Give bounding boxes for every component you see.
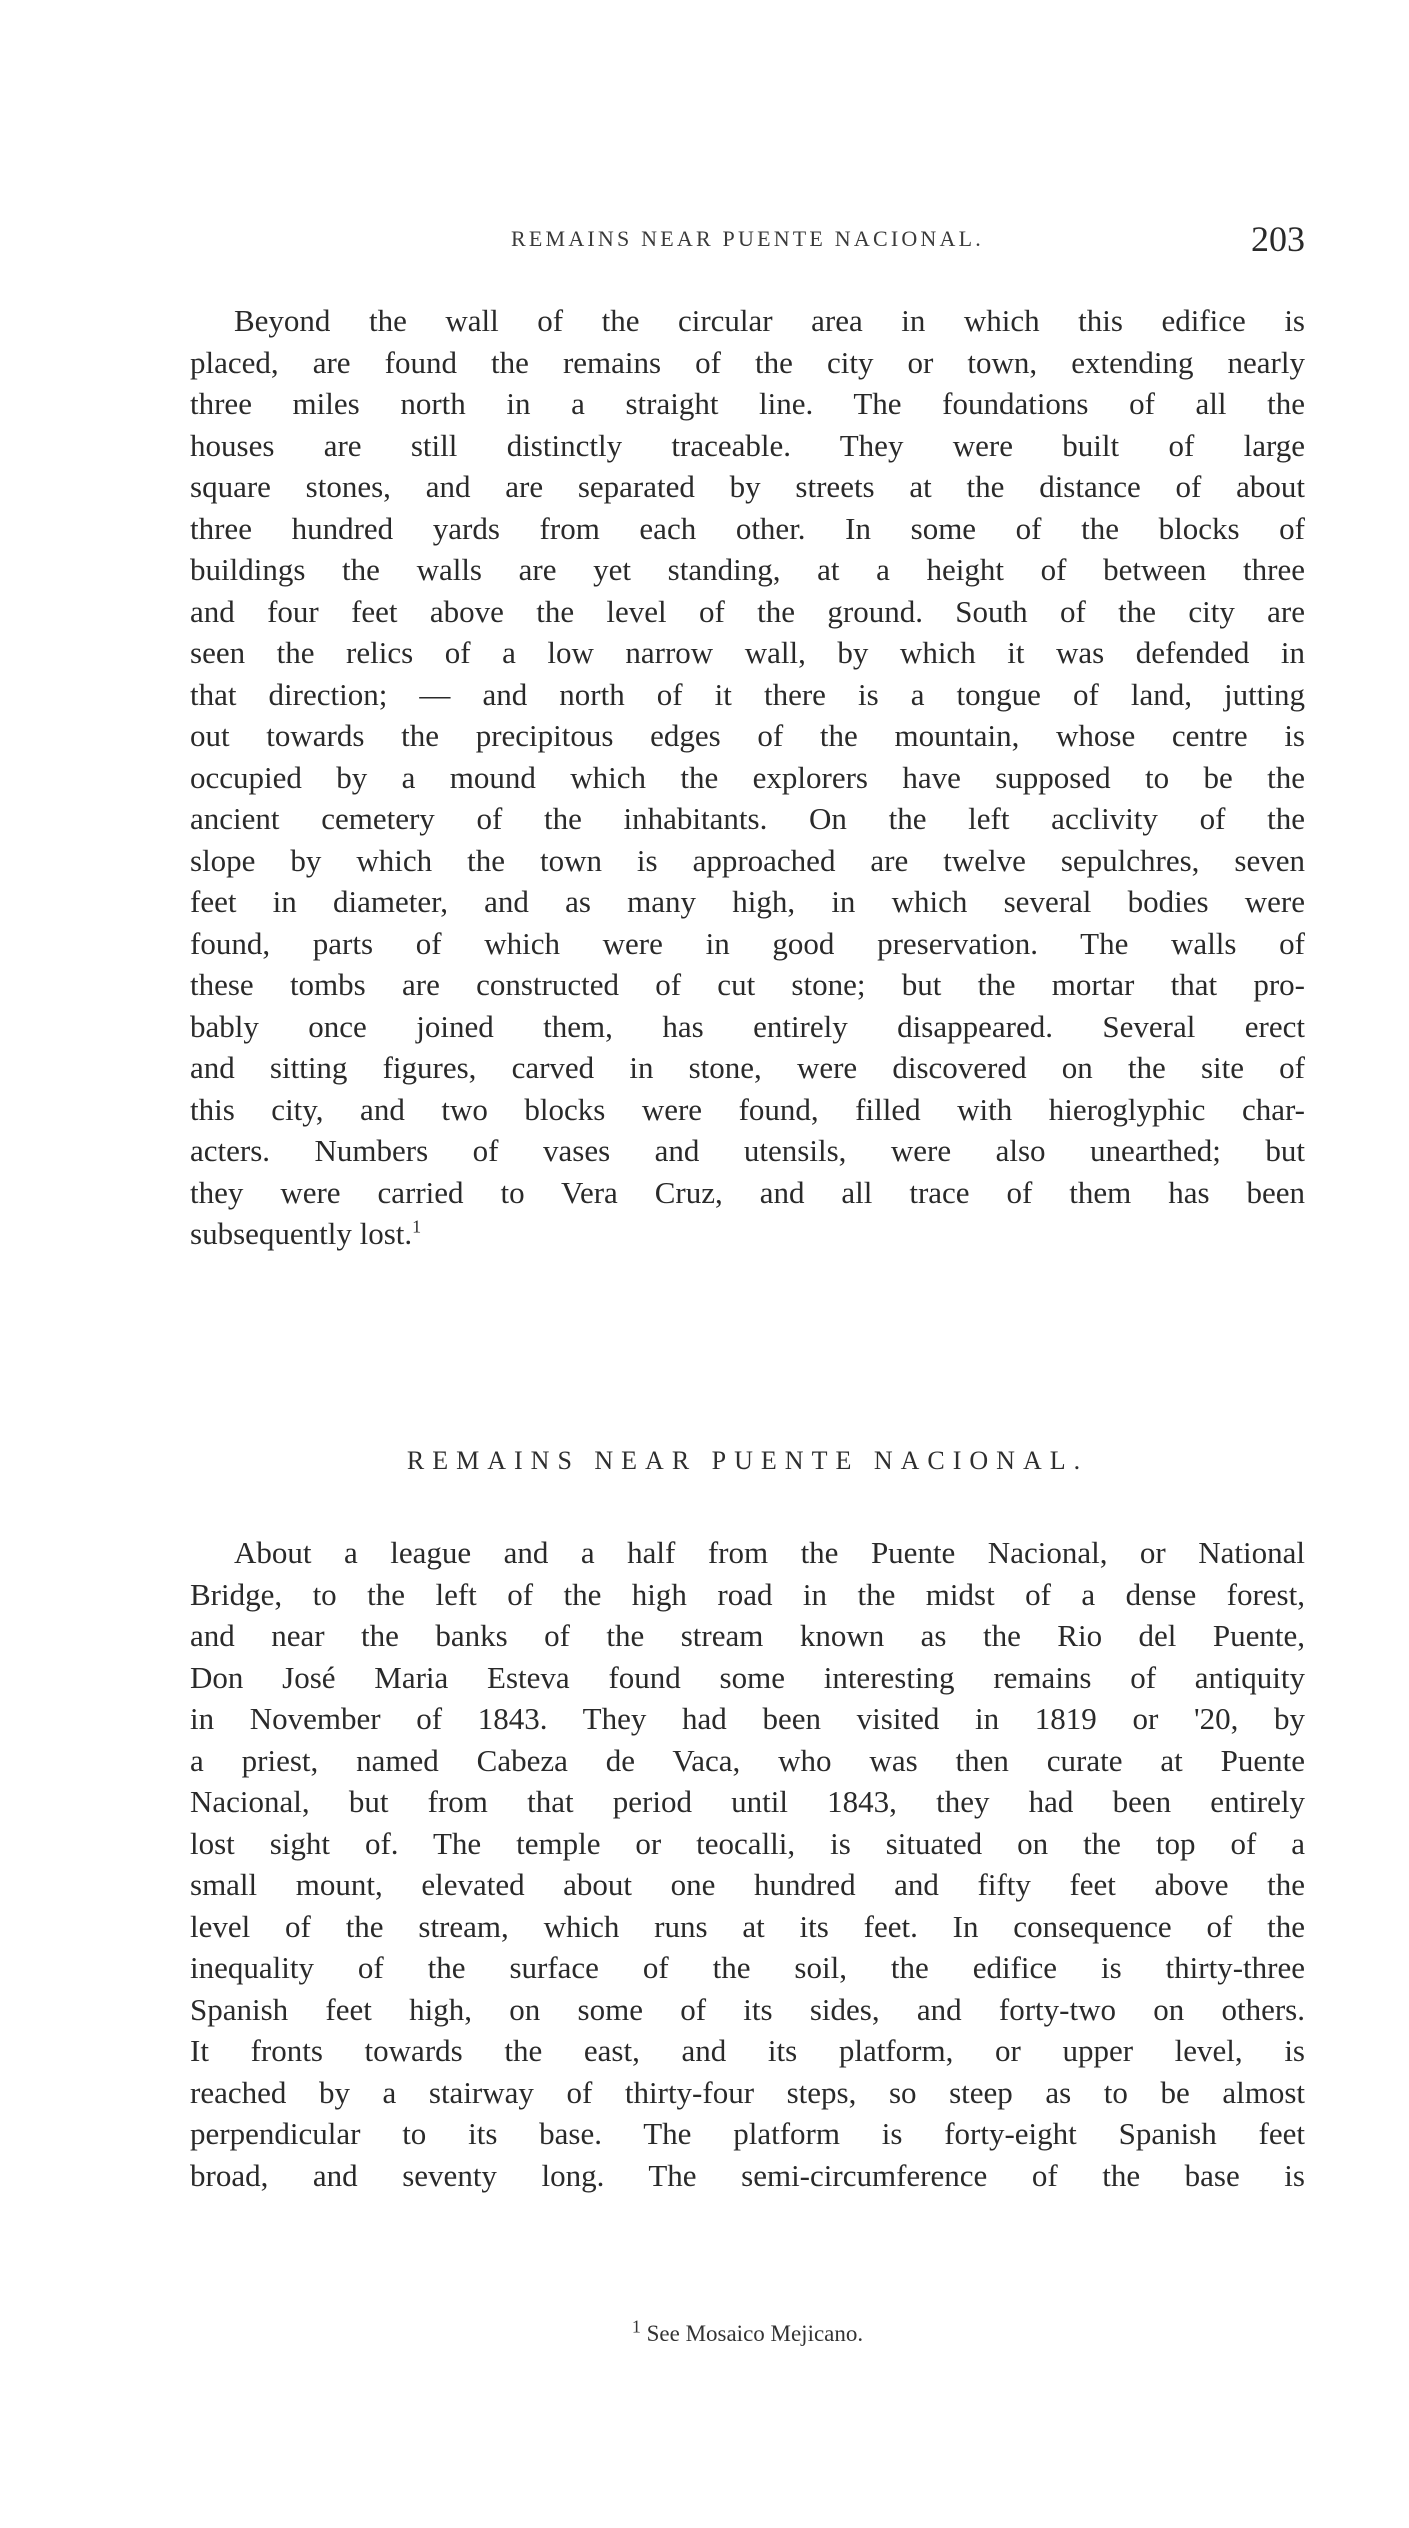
text-line: acters. Numbers of vases and utensils, were also unearthed; but [190,1133,1305,1168]
text-line: seen the relics of a low narrow wall, by which it was defended in [190,635,1305,670]
footnote-text: See Mosaico Mejicano. [646,2321,864,2346]
text-line: It fronts towards the east, and its platform, or upper level, is [190,2033,1305,2068]
text-line: Nacional, but from that period until 1843, they had been entirely [190,1784,1305,1819]
text-line: reached by a stairway of thirty-four steps, so steep as to be almost [190,2074,1305,2110]
text-line: Beyond the wall of the circular area in which this edifice is [234,303,1305,338]
text-line: three miles north in a straight line. The foundations of all the [190,386,1305,421]
text-line: three hundred yards from each other. In some of the blocks of [190,510,1305,546]
text-line-last [190,1213,1305,1255]
text-line: perpendicular to its base. The platform is forty-eight Spanish feet [190,2116,1305,2151]
text-line: level of the stream, which runs at its feet. In consequence of the [190,1908,1305,1944]
text-line: Don José Maria Esteva found some interesting remains of antiquity [190,1659,1305,1695]
text-line: they were carried to Vera Cruz, and all trace of them has been [190,1174,1305,1210]
footnote-marker: 1 [631,2316,641,2337]
text-line: placed, are found the remains of the city or town, extending nearly [190,344,1305,380]
text-line: found, parts of which were in good preservation. The walls of [190,925,1305,961]
text-line: in November of 1843. They had been visited in 1819 or '20, by [190,1701,1305,1736]
text-line: small mount, elevated about one hundred and fifty feet above the [190,1867,1305,1902]
paragraph-puente-nacional [190,1532,1305,2196]
footnote [190,2316,1305,2347]
text-line: buildings the walls are yet standing, at a height of between three [190,552,1305,587]
text-line: broad, and seventy long. The semi-circumference of the base is [190,2157,1305,2193]
paragraph-cemetery-remains [190,300,1305,1255]
text-line: square stones, and are separated by streets at the distance of about [190,469,1305,504]
text-line: About a league and a half from the Puente Nacional, or National [234,1535,1305,1570]
text-line: this city, and two blocks were found, filled with hieroglyphic char- [190,1091,1305,1127]
text-line: and sitting figures, carved in stone, were discovered on the site of [190,1050,1305,1085]
footnote-reference: 1 [412,1216,422,1237]
text-line: that direction; — and north of it there is a tongue of land, jutting [190,676,1305,712]
text-line: bably once joined them, has entirely disappeared. Several erect [190,1008,1305,1044]
running-head [190,218,1305,268]
text-line: Spanish feet high, on some of its sides, and forty-two on others. [190,1991,1305,2027]
text-line: slope by which the town is approached are twelve sepulchres, seven [190,842,1305,878]
text-line: occupied by a mound which the explorers have supposed to be the [190,759,1305,795]
section-heading: REMAINS NEAR PUENTE NACIONAL. [406,1446,1089,1475]
text-line: these tombs are constructed of cut stone; but the mortar that pro- [190,967,1305,1002]
text-line: and four feet above the level of the ground. South of the city are [190,593,1305,629]
text-line: inequality of the surface of the soil, the edifice is thirty-three [190,1950,1305,1985]
text-line: ancient cemetery of the inhabitants. On the left acclivity of the [190,801,1305,836]
text-line: Bridge, to the left of the high road in the midst of a dense forest, [190,1576,1305,1612]
text-line: out towards the precipitous edges of the mountain, whose centre is [190,718,1305,753]
text-line: feet in diameter, and as many high, in which several bodies were [190,884,1305,919]
text-line: houses are still distinctly traceable. They were built of large [190,427,1305,463]
running-title: REMAINS NEAR PUENTE NACIONAL. [511,226,984,251]
text-line: a priest, named Cabeza de Vaca, who was then curate at Puente [190,1742,1305,1778]
text-line: lost sight of. The temple or teocalli, is situated on the top of a [190,1825,1305,1861]
text-line-content: subsequently lost. [190,1216,413,1251]
text-line: and near the banks of the stream known as the Rio del Puente, [190,1618,1305,1653]
page-number: 203 [1251,219,1305,259]
